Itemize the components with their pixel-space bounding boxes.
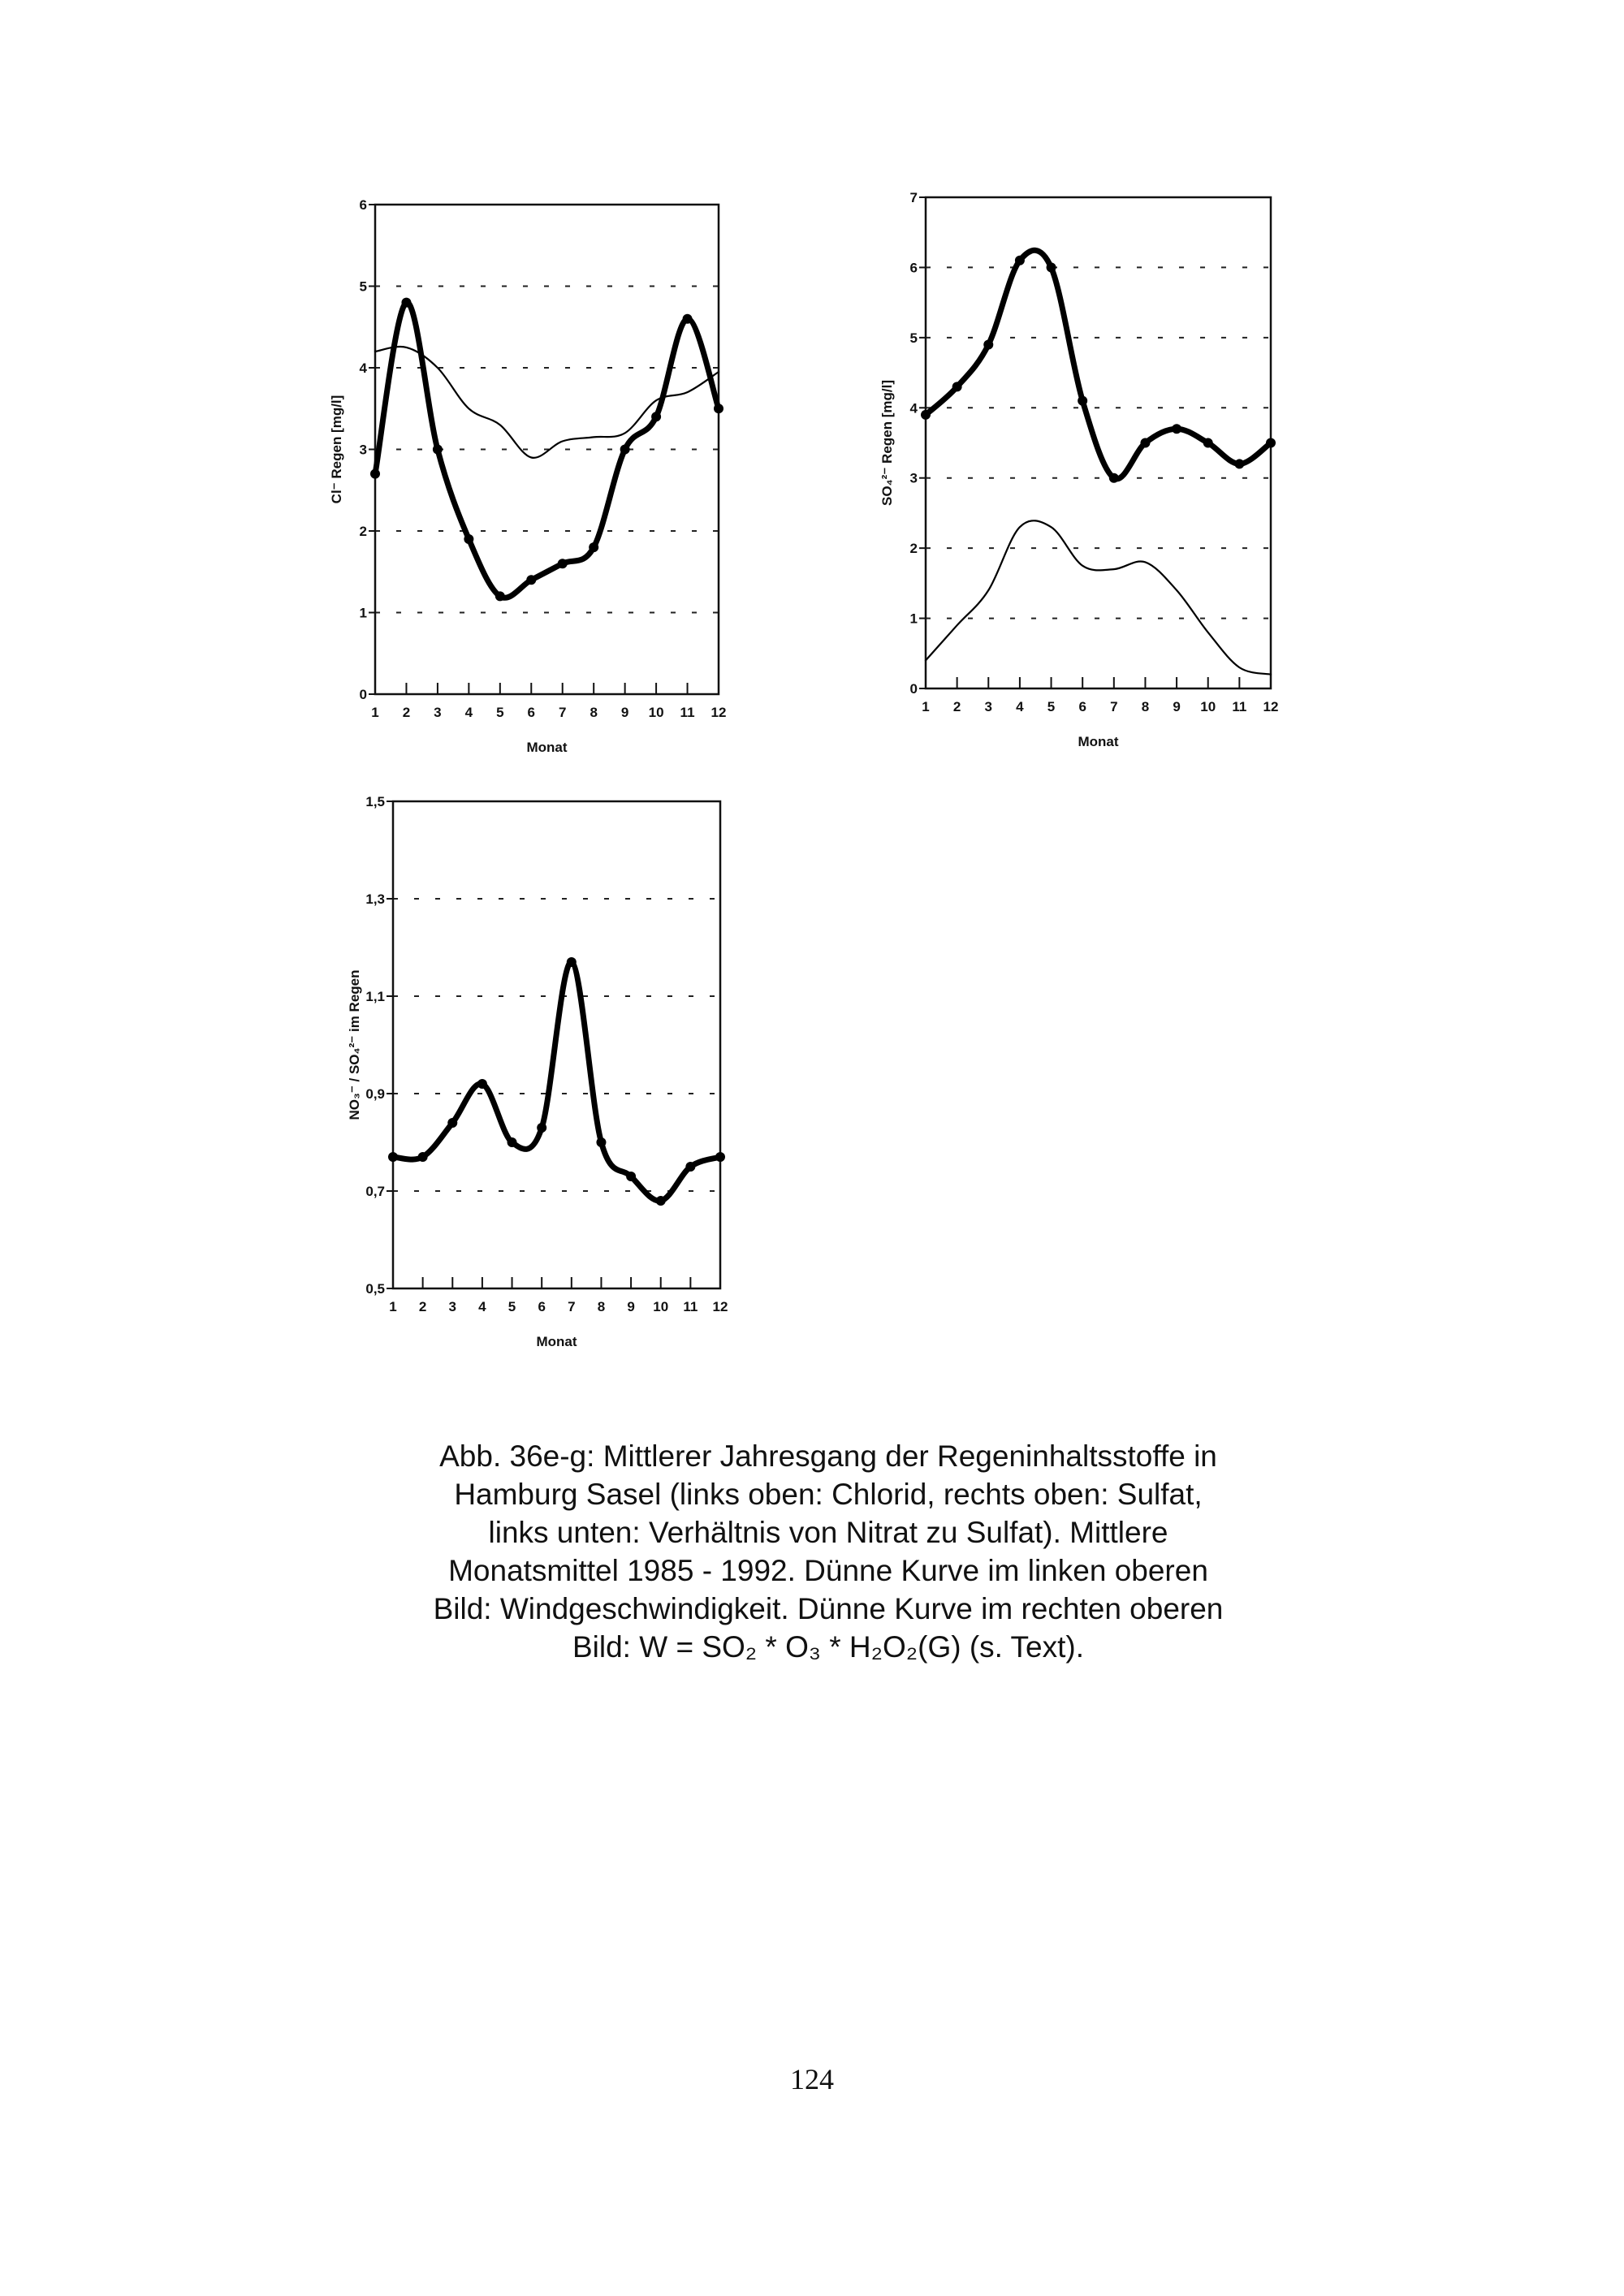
x-tick-label: 5 — [496, 705, 504, 720]
y-tick-label: 2 — [359, 524, 367, 539]
data-point — [626, 1172, 636, 1181]
data-point — [388, 1152, 398, 1162]
x-tick-label: 6 — [538, 1299, 546, 1314]
caption-line: Bild: W = SO₂ * O₃ * H₂O₂(G) (s. Text). — [572, 1630, 1085, 1664]
data-point — [401, 298, 411, 308]
data-point — [983, 340, 993, 350]
data-point — [567, 957, 577, 967]
caption-line: links unten: Verhältnis von Nitrat zu Sulfat). Mittlere — [488, 1516, 1168, 1549]
data-point — [508, 1137, 517, 1147]
data-point — [715, 1152, 725, 1162]
y-tick-label: 0,9 — [365, 1086, 385, 1102]
data-point — [952, 382, 962, 391]
y-axis-title: NO₃⁻ / SO₄²⁻ im Regen — [347, 969, 362, 1120]
x-axis-title: Monat — [526, 740, 568, 755]
x-tick-label: 9 — [1173, 699, 1181, 714]
y-tick-label: 0,5 — [365, 1281, 385, 1297]
x-tick-label: 8 — [1141, 699, 1150, 714]
data-point — [1203, 438, 1213, 448]
x-tick-label: 5 — [1047, 699, 1056, 714]
data-point — [477, 1079, 487, 1089]
x-tick-label: 8 — [597, 1299, 606, 1314]
sulfate-chart — [879, 190, 1278, 749]
x-tick-label: 2 — [418, 1299, 427, 1314]
x-tick-label: 11 — [680, 705, 695, 720]
x-axis-title: Monat — [536, 1334, 577, 1349]
data-point — [620, 445, 630, 455]
y-axis-title: Cl⁻ Regen [mg/l] — [329, 395, 344, 504]
x-tick-label: 11 — [1232, 699, 1247, 714]
caption-line: Bild: Windgeschwindigkeit. Dünne Kurve im rechten oberen — [433, 1592, 1224, 1625]
data-point — [537, 1123, 546, 1133]
y-tick-label: 0 — [359, 687, 367, 702]
data-point — [1015, 256, 1025, 265]
data-point — [685, 1162, 695, 1172]
y-tick-label: 6 — [359, 197, 367, 213]
y-tick-label: 1,3 — [365, 891, 385, 907]
x-tick-label: 12 — [710, 705, 727, 720]
data-point — [464, 534, 473, 544]
data-point — [1266, 438, 1276, 448]
data-point — [651, 412, 661, 421]
data-point — [1078, 396, 1087, 406]
x-tick-label: 11 — [683, 1299, 698, 1314]
data-point — [1047, 262, 1056, 272]
y-tick-label: 5 — [359, 278, 367, 295]
data-point — [656, 1196, 666, 1206]
data-point — [1234, 459, 1244, 468]
series-line-thin — [926, 520, 1271, 674]
x-axis-title: Monat — [1078, 734, 1119, 749]
data-point — [526, 575, 536, 585]
data-point — [495, 591, 505, 601]
series-line-main — [393, 962, 720, 1201]
x-tick-label: 8 — [590, 705, 598, 720]
data-point — [921, 410, 931, 420]
y-axis-title: SO₄²⁻ Regen [mg/l] — [879, 380, 895, 506]
x-tick-label: 1 — [922, 699, 930, 714]
y-tick-label: 0 — [909, 681, 918, 697]
data-point — [558, 559, 568, 568]
y-tick-label: 1 — [909, 611, 918, 627]
page-number: 124 — [790, 2063, 834, 2095]
x-tick-label: 6 — [1078, 699, 1086, 714]
data-point — [1172, 424, 1181, 434]
x-tick-label: 9 — [620, 705, 629, 720]
data-point — [589, 542, 598, 552]
data-point — [433, 445, 443, 455]
x-tick-label: 1 — [389, 1299, 397, 1314]
series-line-main — [926, 250, 1271, 479]
caption-line: Monatsmittel 1985 - 1992. Dünne Kurve im linken oberen — [448, 1554, 1208, 1587]
chloride-chart — [329, 197, 726, 755]
x-tick-label: 1 — [371, 705, 379, 720]
x-tick-label: 7 — [558, 705, 567, 720]
x-tick-label: 7 — [1110, 699, 1118, 714]
y-tick-label: 3 — [359, 442, 367, 458]
y-tick-label: 1,1 — [365, 989, 385, 1004]
data-point — [370, 469, 380, 479]
data-point — [596, 1137, 606, 1147]
x-tick-label: 7 — [568, 1299, 576, 1314]
y-tick-label: 0,7 — [365, 1184, 385, 1199]
x-tick-label: 4 — [1016, 699, 1024, 714]
x-tick-label: 12 — [712, 1299, 728, 1314]
x-tick-label: 9 — [627, 1299, 635, 1314]
x-tick-label: 5 — [508, 1299, 516, 1314]
x-tick-label: 2 — [952, 699, 961, 714]
y-tick-label: 1 — [359, 605, 367, 621]
x-tick-label: 4 — [478, 1299, 486, 1314]
nitrate-sulfate-ratio-chart — [347, 794, 728, 1349]
y-tick-label: 3 — [909, 470, 918, 486]
data-point — [447, 1118, 457, 1128]
x-tick-label: 6 — [527, 705, 536, 720]
data-point — [418, 1152, 428, 1162]
data-point — [714, 404, 723, 413]
x-tick-label: 10 — [653, 1299, 669, 1314]
x-tick-label: 12 — [1263, 699, 1279, 714]
y-tick-label: 7 — [909, 190, 918, 205]
y-tick-label: 2 — [909, 541, 918, 557]
y-tick-label: 5 — [909, 330, 918, 346]
x-tick-label: 3 — [434, 705, 442, 720]
x-tick-label: 4 — [464, 705, 473, 720]
caption-line: Hamburg Sasel (links oben: Chlorid, rechts oben: Sulfat, — [454, 1478, 1203, 1511]
x-tick-label: 3 — [984, 699, 993, 714]
x-tick-label: 10 — [1200, 699, 1216, 714]
data-point — [1140, 438, 1150, 448]
x-tick-label: 2 — [402, 705, 411, 720]
y-tick-label: 6 — [909, 260, 918, 276]
data-point — [1109, 473, 1119, 483]
y-tick-label: 1,5 — [365, 794, 385, 809]
x-tick-label: 10 — [648, 705, 664, 720]
caption-line: Abb. 36e-g: Mittlerer Jahresgang der Regeninhaltsstoffe in — [439, 1439, 1217, 1473]
x-tick-label: 3 — [448, 1299, 457, 1314]
y-tick-label: 4 — [359, 360, 367, 376]
data-point — [683, 314, 693, 324]
y-tick-label: 4 — [909, 400, 918, 416]
figure-caption — [309, 1437, 1348, 1666]
